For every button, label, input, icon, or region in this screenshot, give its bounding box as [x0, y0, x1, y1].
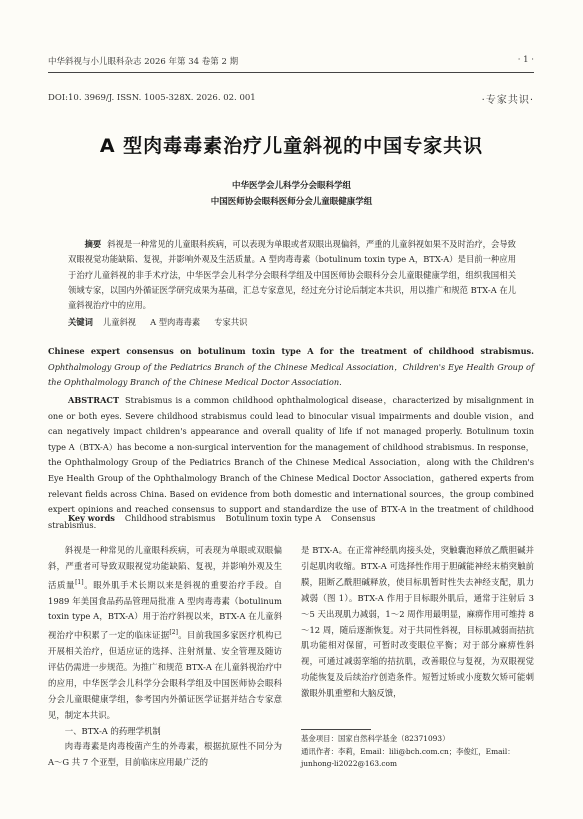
citation: [2] — [169, 629, 178, 637]
journal-header: 中华斜视与小儿眼科杂志 2026 年第 34 卷第 2 期 — [48, 57, 239, 67]
english-keyword: Botulinum toxin type A — [225, 513, 322, 523]
body-paragraph: 肉毒毒素是肉毒梭菌产生的外毒素，根据抗原性不同分为 A～G 共 7 个亚型，目前临床应用最广泛的 — [48, 741, 282, 768]
english-keywords-label: Key words — [68, 513, 115, 523]
english-title: Chinese expert consensus on botulinum toxin type A for the treatment of childhood strabismus. — [48, 346, 534, 356]
body-text: 。眼外肌手术长期以来是斜视的重要治疗手段。自 1989 年美国食品药品管理局批准 A 型肉毒毒素（botulinum toxin type A，BTX-A）用于治疗斜视以来，BTX-A 在儿童斜视治疗中积累了一定的临床证据 — [48, 579, 283, 641]
keywords-cn — [68, 316, 518, 328]
corresponding-author-note: 通讯作者：李莉，Email：lili@bch.com.cn；李俊红，Email：junhong-li2022@163.com — [301, 746, 515, 768]
english-keywords — [48, 511, 534, 527]
keyword: 儿童斜视 — [102, 317, 137, 327]
author-group-1: 中华医学会儿科学分会眼科学组 — [231, 181, 351, 191]
footnote-rule — [301, 729, 371, 730]
section-label: ·专家共识· — [481, 95, 534, 106]
body-paragraph: 是 BTX-A。在正常神经肌肉接头处，突触囊泡释放乙酰胆碱并引起肌肉收缩。BTX-A 可选择性作用于胆碱能神经末梢突触前膜，阻断乙酰胆碱释放，使目标肌暂时性失去神经支配，肌力减弱（图 1）。BTX-A 作用于目标眼外肌后，通常于注射后 3～5 天出现肌力减弱，1～2 周作用最明显，麻痹作用可维持 8～12 周，随后逐渐恢复。对于共同性斜视，目标肌减弱而拮抗肌功能相对保留，可暂时改变眼位平衡；对于部分麻痹性斜视，可通过减弱挛缩的拮抗肌，改善眼位与复视，为双眼视觉功能恢复及后续治疗创造条件。短暂过矫或小度数欠矫可能刺激眼外肌重塑和大脑反馈， — [301, 545, 534, 699]
keywords-cn-label: 关键词 — [68, 317, 93, 327]
funding-note: 基金项目：国家自然科学基金（82371093） — [301, 734, 450, 743]
body-paragraph — [48, 543, 282, 724]
author-group-2: 中国医师协会眼科医师分会儿童眼健康学组 — [210, 197, 373, 207]
page-number: · 1 · — [517, 55, 534, 65]
body-text: 斜视是一种常见的儿童眼科疾病，可表现为单眼或双眼偏斜，严重者可导致双眼视觉功能缺陷、复视，并影响外观及生活质量 — [48, 545, 282, 590]
english-abstract-label: ABSTRACT — [68, 395, 120, 405]
body-left-column — [48, 543, 282, 771]
keyword: 专家共识 — [214, 317, 248, 327]
english-abstract-text: Strabismus is a common childhood ophthalmological disease，characterized by misalignment in one or both eyes. Severe childhood strabismus could lead to binocular visual impairments and double vision，and can negatively impact children's appearance and overall quality of life if not managed properly. Botulinum toxin type A（BTX-A）has become a non-surgical intervention for the management of childhood strabismus. In response，the Ophthalmology Group of the Pediatrics Branch of the Chinese Medical Association，along with the Children's Eye Health Group of the Ophthalmology Branch of the Chinese Medical Doctor Association，gathered experts from relevant fields across China. Based on evidence from both domestic and international sources，the group combined expert opinions and reached consensus to support and standardize the use of BTX-A in the treatment of childhood strabismus. — [48, 395, 534, 530]
citation: [1] — [75, 578, 84, 586]
section-heading: 一、BTX-A 的药理学机制 — [64, 725, 161, 736]
english-keyword: Childhood strabismus — [124, 513, 216, 523]
abstract-cn — [68, 237, 516, 313]
abstract-cn-text: 斜视是一种常见的儿童眼科疾病，可以表现为单眼或者双眼出现偏斜，严重的儿童斜视如果不及时治疗，会导致双眼视觉功能缺陷、复视，并影响外观及生活质量。A 型肉毒毒素（botulinum toxin type A，BTX-A）是目前一种应用于治疗儿童斜视的非手术疗法，中华医学会儿科学分会眼科学组及中国医师协会眼科分会儿童眼健康学组，组织我国相关领域专家，以国内外循证医学研究成果为基础，汇总专家意见，经过充分讨论后制定本共识，用以推广和规范 BTX-A 在儿童斜视治疗中的应用。 — [68, 239, 516, 311]
footnote — [301, 733, 534, 771]
body-text: 。目前我国多家医疗机构已开展相关治疗，但适应证的选择、注射剂量、安全管理及随访评估仍需进一步规范。为推广和规范 BTX-A 在儿童斜视治疗中的应用，中华医学会儿科学分会眼科学组及中国医师协会眼科分会儿童眼健康学组，参考国内外循证医学证据并结合专家意见，制定本共识。 — [48, 630, 282, 720]
english-keyword: Consensus — [331, 513, 376, 523]
body-right-column — [301, 543, 534, 702]
abstract-cn-label: 摘要 — [84, 239, 102, 249]
keyword: A 型肉毒毒素 — [150, 317, 201, 327]
doi: DOI:10. 3969/J. ISSN. 1005-328X. 2026. 02. 001 — [48, 93, 256, 103]
english-title-block — [48, 344, 534, 391]
header-rule — [48, 72, 534, 73]
english-affiliation: Ophthalmology Group of the Pediatrics Branch of the Chinese Medical Association，Children's Eye Health Group of the Ophthalmology Branch of the Chinese Medical Doctor Association. — [48, 361, 534, 388]
paper-title: A 型肉毒毒素治疗儿童斜视的中国专家共识 — [99, 135, 484, 157]
